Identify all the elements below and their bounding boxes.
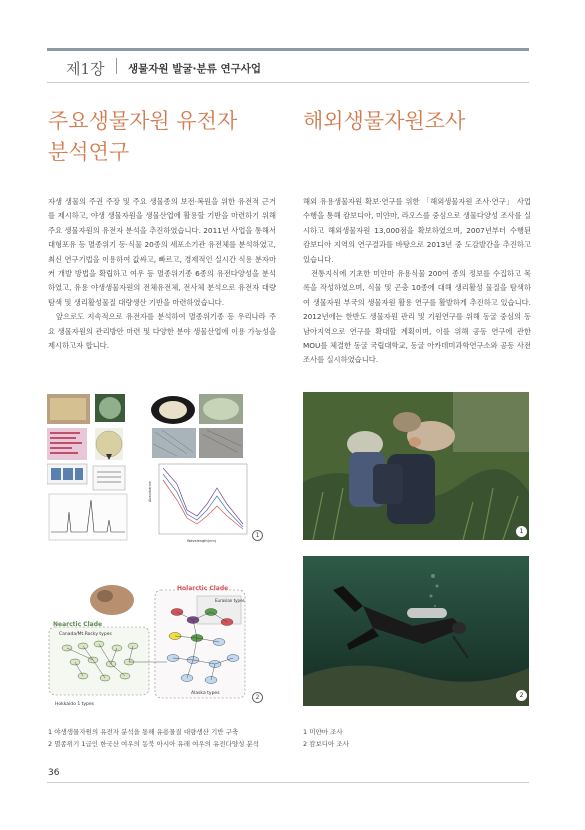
- caption-2: 2 캄보디아 조사: [303, 740, 349, 748]
- hokkaido-label: Hokkaido 1 types: [55, 702, 95, 707]
- fox-phylogeny-figure: [47, 582, 267, 707]
- chromatogram: [49, 494, 127, 540]
- right-body: [303, 195, 531, 368]
- absorbance-axis-label: Absorbance: [148, 481, 152, 502]
- absorbance-chart: [159, 464, 247, 534]
- holarctic-label: Holarctic Clade: [177, 585, 229, 592]
- fox-photo: [90, 585, 134, 615]
- left-heading: [48, 106, 288, 168]
- alaska-label: Alaska types: [191, 691, 220, 696]
- chapter-separator: [116, 58, 117, 74]
- footer-rule: [47, 782, 529, 783]
- gene-analysis-illustration: [47, 392, 267, 547]
- nearctic-label: Nearctic Clade: [53, 621, 103, 628]
- photo-number-2: 2: [516, 690, 527, 701]
- chapter-label: 제1장: [66, 60, 105, 78]
- figure-number-2: 2: [252, 692, 263, 703]
- cambodia-survey-photo: [303, 556, 529, 706]
- caption-1: 1 야생생물자원의 유전자 분석을 통해 유용물질 대량생산 기반 구축: [48, 728, 239, 736]
- left-heading-line2: 분석연구: [48, 140, 130, 164]
- caption-2: 2 멸종위기 1급인 한국산 여우의 동북 아시아 유래 여우의 유전다양성 분석: [48, 740, 260, 748]
- canada-label: Canada/Mt.Rocky types: [59, 632, 112, 637]
- left-captions: [48, 726, 278, 750]
- chapter-subtitle: 생물자원 발굴·분류 연구사업: [128, 63, 262, 75]
- forest-survey-illustration: [303, 392, 529, 540]
- figure-number-1: 1: [252, 530, 263, 541]
- eurasian-label: Eurasian types: [215, 598, 245, 603]
- right-paragraph: 전통지식에 기초한 미얀마 유용식물 200여 종의 정보를 수집하고 목록을 작성하였으며, 식물 및 곤충 10종에 대해 생리활성 물질을 탐색하여 생물자원 부국의 생물자원 활용 연구를 활발하게 추진하고 있습니다. 2012년에는 한반도 생물자원 관리 및 기원연구를 위해 동굴 중심의 동남아지역으로 연구를 확대할 계획이며, 이를 위해 공동 연구에 관한 MOU를 체결한 동굴 국립대학교, 동굴 아카데미과학연구소와 공동 사전조사를 실시하였습니다.: [303, 269, 531, 365]
- left-paragraph: 앞으로도 지속적으로 유전자를 분석하여 멸종위기종 등 우리나라 주요 생물자원의 관리방안 마련 및 다양한 분야 생물산업에 이용 가능성을 제시하고자 합니다.: [48, 312, 276, 351]
- myanmar-survey-photo: [303, 392, 529, 540]
- right-captions: [303, 726, 529, 750]
- diver-illustration: [303, 556, 529, 706]
- wavelength-axis-label: Wavelength(nm): [187, 539, 217, 543]
- right-heading: 해외생물자원조사: [303, 109, 466, 133]
- gene-analysis-figure: [47, 392, 267, 547]
- photo-number-1: 1: [516, 526, 527, 537]
- left-paragraph: 자생 생물의 주권 주장 및 주요 생물종의 보전·복원을 위한 유전적 근거를 제시하고, 야생 생물자원을 생물산업에 활용할 기반을 마련하기 위해 주요 생물자원의 유전자 분석을 추진하였습니다. 2011년 사업을 통해서 대형포유 등 멸종위기 동·식물 20종의 세포소기관 유전체를 분석하였고, 최신 연구기법을 이용하여 값싸고, 빠르고, 경제적인 실시간 식용 분자마커 개발 방법을 확립하고 여우 등 멸종위기종 6종의 유전다양성을 분석하였고, 유용 야생생물자원의 전체유전체, 전사체 분석으로 유전자 대량 탐색 및 생리활성물질 대량생산 기반을 마련하였습니다.: [48, 197, 276, 307]
- page-number: 36: [48, 768, 60, 778]
- microscope-image: [152, 428, 196, 458]
- right-paragraph: 해외 유용생물자원 확보·연구를 위한 「해외생물자원 조사·연구」 사업 수행을 통해 캄보디아, 미얀마, 라오스를 중심으로 생물다양성 조사를 실시하고 해외생물자원 13,000점을 확보하였으며, 2007년부터 수행된 캄보디아 지역의 연구결과를 바탕으로 2013년 중 도감발간을 추진하고 있습니다.: [303, 197, 531, 264]
- caption-1: 1 미얀마 조사: [303, 728, 343, 736]
- left-body: [48, 195, 276, 353]
- left-heading-line1: 주요생물자원 유전자: [48, 109, 238, 133]
- top-rule: [47, 48, 529, 51]
- phylogeny-network: [47, 582, 267, 707]
- header-rule: [47, 82, 529, 83]
